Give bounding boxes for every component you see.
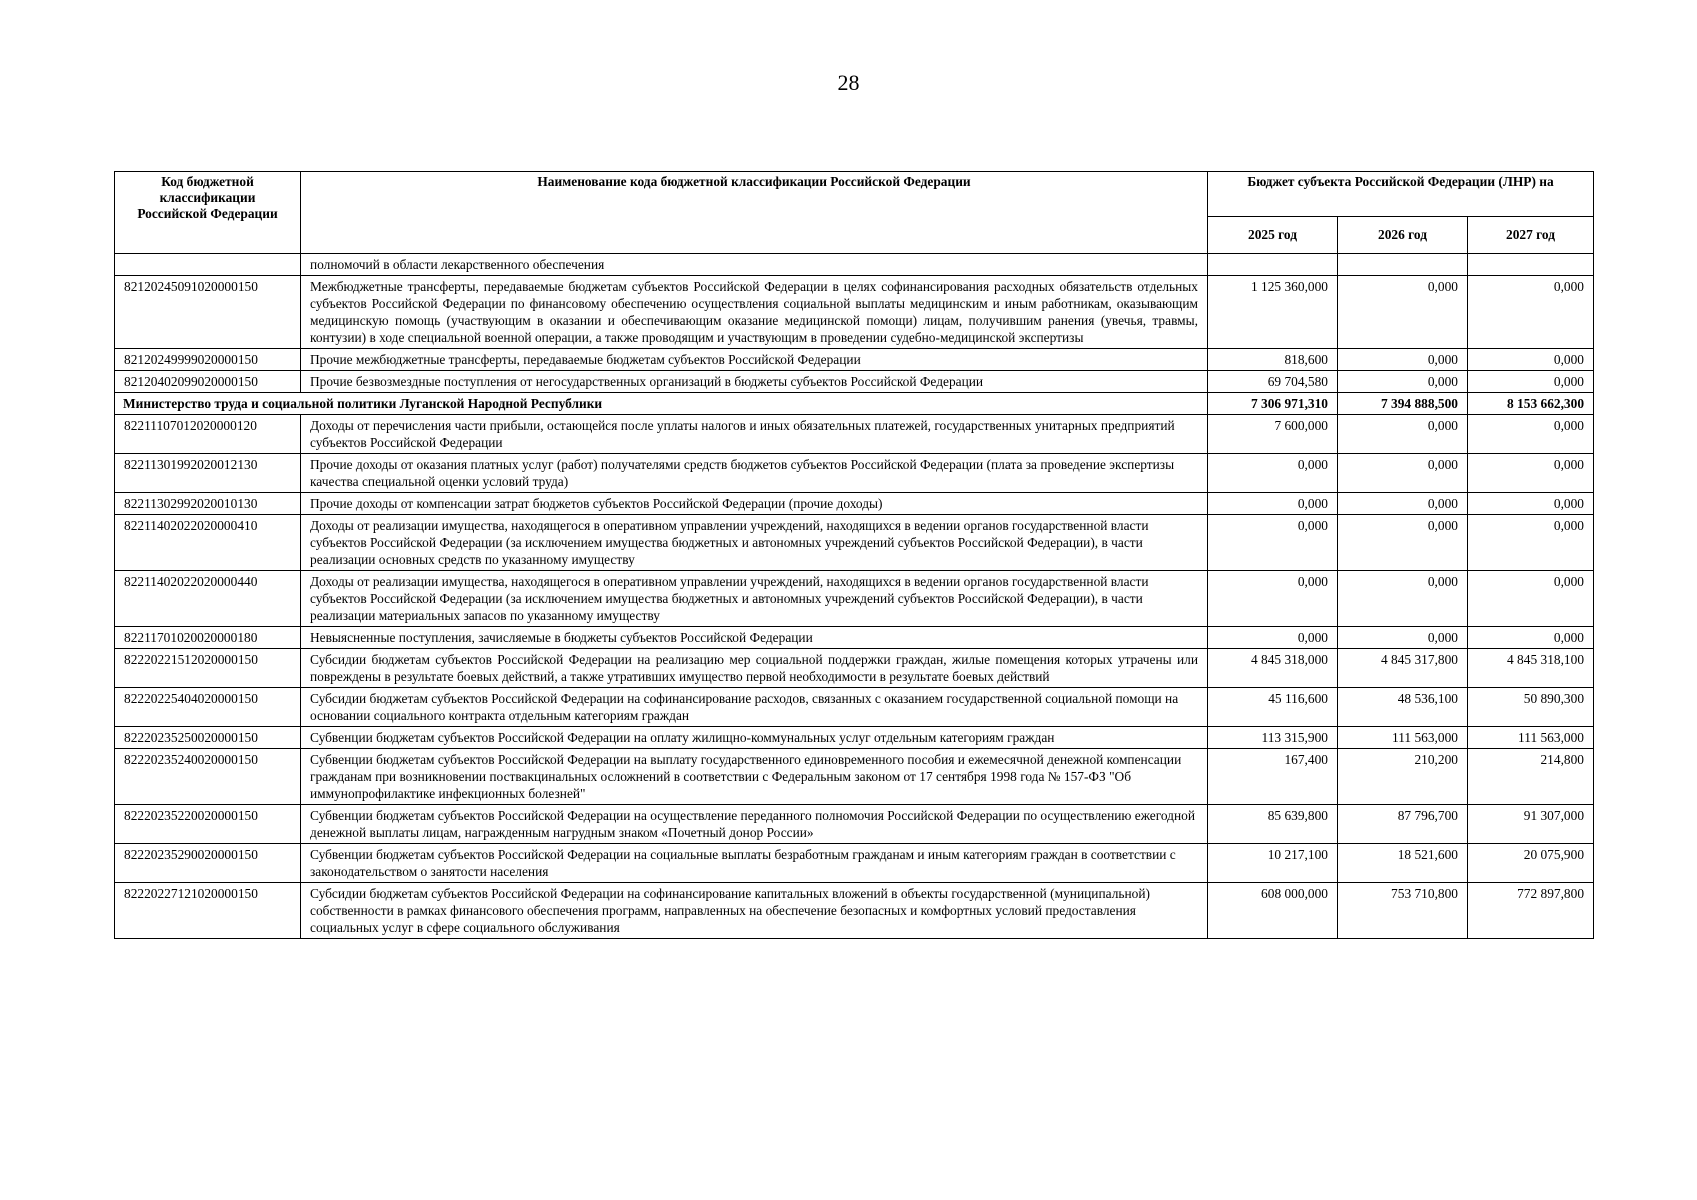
table-row [115, 627, 1594, 649]
budget-code-name: Прочие доходы от компенсации затрат бюджетов субъектов Российской Федерации (прочие доходы) [301, 493, 1208, 515]
budget-code: 82220235240020000150 [115, 749, 301, 805]
table-row [115, 276, 1594, 349]
header-budget: Бюджет субъекта Российской Федерации (ЛНР) на [1208, 172, 1594, 217]
budget-code: 82220227121020000150 [115, 883, 301, 939]
amount-2026: 4 845 317,800 [1338, 649, 1468, 688]
table-row [115, 415, 1594, 454]
amount-2025: 7 600,000 [1208, 415, 1338, 454]
budget-code: 82211402022020000440 [115, 571, 301, 627]
budget-code: 82220221512020000150 [115, 649, 301, 688]
table-row [115, 454, 1594, 493]
amount-2027: 0,000 [1468, 371, 1594, 393]
amount-2025: 113 315,900 [1208, 727, 1338, 749]
ministry-total-row [115, 393, 1594, 415]
amount-2025: 167,400 [1208, 749, 1338, 805]
amount-2026: 18 521,600 [1338, 844, 1468, 883]
amount-2027: 0,000 [1468, 276, 1594, 349]
budget-code [115, 254, 301, 276]
header-year-2025: 2025 год [1208, 217, 1338, 254]
header-code: Код бюджетной классификации Российской Федерации [115, 172, 301, 254]
budget-code: 82220235290020000150 [115, 844, 301, 883]
amount-2027: 4 845 318,100 [1468, 649, 1594, 688]
amount-2027: 20 075,900 [1468, 844, 1594, 883]
budget-code-name: Доходы от реализации имущества, находящегося в оперативном управлении учреждений, находящихся в ведении органов государственной власти субъектов Российской Федерации (за исключением имущества бюджетных и автономных учреждений субъектов Российской Федерации), в части реализации основных средств по указанному имуществу [301, 515, 1208, 571]
table-row [115, 749, 1594, 805]
amount-2027: 8 153 662,300 [1468, 393, 1594, 415]
table-row [115, 805, 1594, 844]
budget-code-name: Доходы от перечисления части прибыли, остающейся после уплаты налогов и иных обязательных платежей, государственных унитарных предприятий субъектов Российской Федерации [301, 415, 1208, 454]
amount-2026: 7 394 888,500 [1338, 393, 1468, 415]
budget-code: 82211302992020010130 [115, 493, 301, 515]
amount-2027: 772 897,800 [1468, 883, 1594, 939]
amount-2027: 0,000 [1468, 349, 1594, 371]
table-row [115, 649, 1594, 688]
budget-code: 82211402022020000410 [115, 515, 301, 571]
budget-code: 82120402099020000150 [115, 371, 301, 393]
budget-code: 82220235250020000150 [115, 727, 301, 749]
budget-code-name: Субвенции бюджетам субъектов Российской Федерации на осуществление переданного полномочия Российской Федерации по осуществлению ежегодной денежной выплаты лицам, награжденным нагрудным знаком «Почетный донор России» [301, 805, 1208, 844]
budget-revenue-table [114, 171, 1594, 939]
amount-2027: 0,000 [1468, 493, 1594, 515]
amount-2025: 0,000 [1208, 627, 1338, 649]
amount-2026: 0,000 [1338, 571, 1468, 627]
amount-2026: 111 563,000 [1338, 727, 1468, 749]
amount-2027: 0,000 [1468, 415, 1594, 454]
amount-2026: 0,000 [1338, 349, 1468, 371]
budget-code-name: Невыясненные поступления, зачисляемые в бюджеты субъектов Российской Федерации [301, 627, 1208, 649]
table-row [115, 254, 1594, 276]
table-row [115, 883, 1594, 939]
amount-2026: 0,000 [1338, 371, 1468, 393]
amount-2025: 10 217,100 [1208, 844, 1338, 883]
table-row [115, 727, 1594, 749]
budget-code-name: Прочие межбюджетные трансферты, передаваемые бюджетам субъектов Российской Федерации [301, 349, 1208, 371]
budget-code-name: Доходы от реализации имущества, находящегося в оперативном управлении учреждений, находящихся в ведении органов государственной власти субъектов Российской Федерации (за исключением имущества бюджетных и автономных учреждений субъектов Российской Федерации), в части реализации материальных запасов по указанному имуществу [301, 571, 1208, 627]
table-row [115, 349, 1594, 371]
amount-2026: 0,000 [1338, 454, 1468, 493]
amount-2027: 0,000 [1468, 571, 1594, 627]
amount-2026: 48 536,100 [1338, 688, 1468, 727]
budget-code-name: Субвенции бюджетам субъектов Российской Федерации на оплату жилищно-коммунальных услуг отдельным категориям граждан [301, 727, 1208, 749]
budget-code: 82211701020020000180 [115, 627, 301, 649]
table-header [115, 172, 1594, 254]
table-row [115, 688, 1594, 727]
header-name: Наименование кода бюджетной классификации Российской Федерации [301, 172, 1208, 254]
header-year-2027: 2027 год [1468, 217, 1594, 254]
table-row [115, 371, 1594, 393]
table-row [115, 844, 1594, 883]
amount-2025: 818,600 [1208, 349, 1338, 371]
amount-2026: 0,000 [1338, 493, 1468, 515]
amount-2026: 87 796,700 [1338, 805, 1468, 844]
amount-2025: 4 845 318,000 [1208, 649, 1338, 688]
amount-2025: 0,000 [1208, 454, 1338, 493]
amount-2025: 0,000 [1208, 493, 1338, 515]
amount-2027: 111 563,000 [1468, 727, 1594, 749]
header-year-2026: 2026 год [1338, 217, 1468, 254]
amount-2026 [1338, 254, 1468, 276]
amount-2026: 210,200 [1338, 749, 1468, 805]
budget-code: 82220235220020000150 [115, 805, 301, 844]
budget-code-name: Субсидии бюджетам субъектов Российской Федерации на софинансирование расходов, связанных с оказанием государственной социальной помощи на основании социального контракта отдельным категориям граждан [301, 688, 1208, 727]
amount-2025 [1208, 254, 1338, 276]
budget-code: 82120245091020000150 [115, 276, 301, 349]
budget-code-name: Прочие доходы от оказания платных услуг (работ) получателями средств бюджетов субъектов Российской Федерации (плата за проведение экспертизы качества специальной оценки условий труда) [301, 454, 1208, 493]
budget-code-name: Межбюджетные трансферты, передаваемые бюджетам субъектов Российской Федерации в целях софинансирования расходных обязательств отдельных субъектов Российской Федерации по финансовому обеспечению осуществления социальной выплаты медицинским и иным работникам, оказывающим медицинскую помощь (участвующим в оказании и обеспечивающим оказание медицинской помощи) лицам, получившим ранения (увечья, травмы, контузии) в ходе специальной военной операции, а также проводящим и участвующим в проведении судебно-медицинской экспертизы [301, 276, 1208, 349]
amount-2026: 0,000 [1338, 627, 1468, 649]
amount-2025: 0,000 [1208, 515, 1338, 571]
amount-2027: 214,800 [1468, 749, 1594, 805]
amount-2025: 0,000 [1208, 571, 1338, 627]
amount-2025: 1 125 360,000 [1208, 276, 1338, 349]
amount-2027: 0,000 [1468, 627, 1594, 649]
budget-code: 82211107012020000120 [115, 415, 301, 454]
amount-2026: 0,000 [1338, 415, 1468, 454]
ministry-name: Министерство труда и социальной политики Луганской Народной Республики [115, 393, 1208, 415]
page-number: 28 [837, 70, 860, 95]
budget-code: 82211301992020012130 [115, 454, 301, 493]
budget-code-name: Прочие безвозмездные поступления от негосударственных организаций в бюджеты субъектов Российской Федерации [301, 371, 1208, 393]
budget-code-name: полномочий в области лекарственного обеспечения [301, 254, 1208, 276]
table-body [115, 254, 1594, 939]
budget-code-name: Субвенции бюджетам субъектов Российской Федерации на выплату государственного единовременного пособия и ежемесячной денежной компенсации гражданам при возникновении поствакцинальных осложнений в соответствии с Федеральным законом от 17 сентября 1998 года № 157-ФЗ "Об иммунопрофилактике инфекционных болезней" [301, 749, 1208, 805]
budget-code-name: Субсидии бюджетам субъектов Российской Федерации на софинансирование капитальных вложений в объекты государственной (муниципальной) собственности в рамках финансового обеспечения программ, направленных на обеспечение безопасных и комфортных условий предоставления социальных услуг в сфере социального обслуживания [301, 883, 1208, 939]
amount-2025: 85 639,800 [1208, 805, 1338, 844]
amount-2025: 69 704,580 [1208, 371, 1338, 393]
amount-2025: 45 116,600 [1208, 688, 1338, 727]
table-row [115, 571, 1594, 627]
amount-2027: 50 890,300 [1468, 688, 1594, 727]
budget-code: 82120249999020000150 [115, 349, 301, 371]
budget-code: 82220225404020000150 [115, 688, 301, 727]
amount-2027: 0,000 [1468, 454, 1594, 493]
budget-code-name: Субсидии бюджетам субъектов Российской Федерации на реализацию мер социальной поддержки граждан, жилые помещения которых утрачены или повреждены в результате боевых действий, а также утративших имущество первой необходимости в результате боевых действий [301, 649, 1208, 688]
amount-2025: 7 306 971,310 [1208, 393, 1338, 415]
table-row [115, 515, 1594, 571]
amount-2026: 753 710,800 [1338, 883, 1468, 939]
amount-2026: 0,000 [1338, 276, 1468, 349]
budget-code-name: Субвенции бюджетам субъектов Российской Федерации на социальные выплаты безработным гражданам и иным категориям граждан в соответствии с законодательством о занятости населения [301, 844, 1208, 883]
amount-2025: 608 000,000 [1208, 883, 1338, 939]
amount-2027: 0,000 [1468, 515, 1594, 571]
amount-2026: 0,000 [1338, 515, 1468, 571]
amount-2027 [1468, 254, 1594, 276]
amount-2027: 91 307,000 [1468, 805, 1594, 844]
table-row [115, 493, 1594, 515]
